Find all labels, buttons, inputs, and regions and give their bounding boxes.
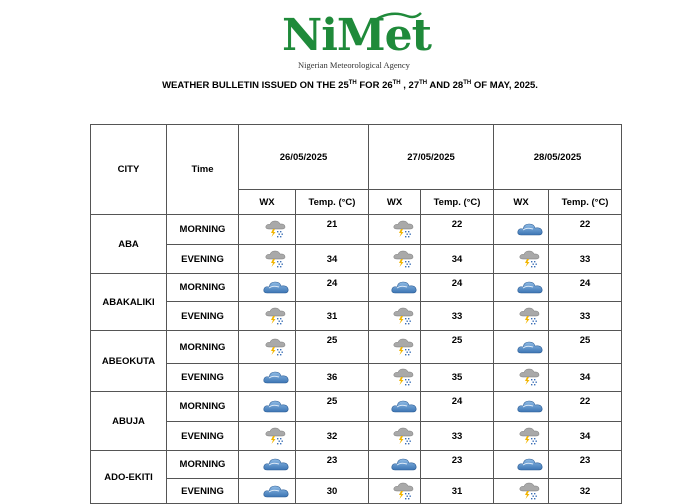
wx-cell: [494, 364, 549, 392]
thunder-rain-icon: [387, 368, 420, 389]
wx-cell: [369, 245, 421, 274]
cloudy-icon: [387, 279, 420, 298]
temp-value: 24: [549, 274, 622, 302]
cloudy-icon: [257, 398, 295, 417]
table-row: [91, 274, 622, 302]
wx-cell: [369, 422, 421, 451]
wx-header: WX: [239, 190, 296, 215]
cloudy-icon: [512, 456, 548, 475]
time-label: MORNING: [167, 392, 239, 422]
thunder-rain-icon: [512, 250, 548, 271]
thunder-rain-icon: [257, 338, 295, 359]
temp-value: 25: [549, 331, 622, 364]
table-row: [91, 331, 622, 364]
temp-value: 24: [421, 392, 494, 422]
time-label: EVENING: [167, 364, 239, 392]
wx-cell: [494, 451, 549, 479]
temp-value: 35: [421, 364, 494, 392]
temp-value: 36: [296, 364, 369, 392]
thunder-rain-icon: [512, 368, 548, 389]
wx-cell: [369, 302, 421, 331]
temp-value: 23: [549, 451, 622, 479]
logo-brand: NiMet: [282, 10, 431, 61]
temp-value: 21: [296, 215, 369, 245]
thunder-rain-icon: [387, 338, 420, 359]
wx-cell: [494, 245, 549, 274]
wx-cell: [239, 422, 296, 451]
nimet-logo: [275, 8, 435, 72]
temp-value: 33: [549, 302, 622, 331]
temp-value: 34: [549, 364, 622, 392]
forecast-table: [90, 124, 622, 504]
wx-cell: [239, 392, 296, 422]
wx-cell: [494, 392, 549, 422]
temp-value: 32: [296, 422, 369, 451]
cloudy-icon: [257, 279, 295, 298]
city-name: ABEOKUTA: [91, 331, 167, 392]
time-label: EVENING: [167, 245, 239, 274]
wx-cell: [369, 274, 421, 302]
table-row: [91, 302, 622, 331]
table-row: [91, 364, 622, 392]
temp-value: 25: [296, 392, 369, 422]
temp-value: 33: [421, 302, 494, 331]
time-label: MORNING: [167, 215, 239, 245]
thunder-rain-icon: [512, 427, 548, 448]
wx-cell: [494, 274, 549, 302]
temp-value: 31: [296, 302, 369, 331]
temp-value: 31: [421, 479, 494, 504]
wx-cell: [239, 451, 296, 479]
wx-cell: [239, 364, 296, 392]
date-header-1: 26/05/2025: [239, 125, 369, 190]
temp-value: 33: [549, 245, 622, 274]
city-name: ADO-EKITI: [91, 451, 167, 504]
table-row: [91, 392, 622, 422]
cloudy-icon: [512, 339, 548, 358]
wx-cell: [494, 422, 549, 451]
time-label: MORNING: [167, 274, 239, 302]
table-row: [91, 215, 622, 245]
temp-value: 24: [421, 274, 494, 302]
temp-value: 34: [296, 245, 369, 274]
time-label: MORNING: [167, 331, 239, 364]
logo-swoosh-icon: [373, 10, 423, 24]
logo-agency: Nigerian Meteorological Agency: [298, 60, 410, 70]
time-label: EVENING: [167, 422, 239, 451]
wx-cell: [369, 451, 421, 479]
time-label: MORNING: [167, 451, 239, 479]
wx-cell: [239, 215, 296, 245]
city-name: ABAKALIKI: [91, 274, 167, 331]
wx-cell: [239, 245, 296, 274]
thunder-rain-icon: [257, 307, 295, 328]
table-row: [91, 245, 622, 274]
cloudy-icon: [387, 456, 420, 475]
wx-cell: [239, 274, 296, 302]
cloudy-icon: [512, 398, 548, 417]
cloudy-icon: [257, 369, 295, 388]
table-row: [91, 451, 622, 479]
wx-cell: [239, 331, 296, 364]
temp-value: 23: [296, 451, 369, 479]
temp-value: 22: [421, 215, 494, 245]
thunder-rain-icon: [387, 220, 420, 241]
wx-header: WX: [494, 190, 549, 215]
date-header-3: 28/05/2025: [494, 125, 622, 190]
city-name: ABA: [91, 215, 167, 274]
time-label: EVENING: [167, 479, 239, 504]
wx-cell: [494, 302, 549, 331]
wx-header: WX: [369, 190, 421, 215]
wx-cell: [369, 331, 421, 364]
wx-cell: [239, 302, 296, 331]
cloudy-icon: [512, 221, 548, 240]
temp-value: 34: [421, 245, 494, 274]
temp-header: Temp. (°C): [296, 190, 369, 215]
wx-cell: [494, 331, 549, 364]
date-header-2: 27/05/2025: [369, 125, 494, 190]
temp-value: 24: [296, 274, 369, 302]
temp-value: 23: [421, 451, 494, 479]
bulletin-title: WEATHER BULLETIN ISSUED ON THE 25TH FOR 26TH , 27TH AND 28TH OF MAY, 2025.: [162, 80, 538, 92]
thunder-rain-icon: [387, 307, 420, 328]
thunder-rain-icon: [387, 427, 420, 448]
temp-value: 25: [421, 331, 494, 364]
cloudy-icon: [387, 398, 420, 417]
cloudy-icon: [512, 279, 548, 298]
time-header: Time: [167, 125, 239, 215]
city-header: CITY: [91, 125, 167, 215]
wx-cell: [369, 215, 421, 245]
thunder-rain-icon: [257, 250, 295, 271]
cloudy-icon: [257, 483, 295, 502]
thunder-rain-icon: [257, 220, 295, 241]
temp-value: 22: [549, 392, 622, 422]
forecast-body: [91, 215, 622, 504]
time-label: EVENING: [167, 302, 239, 331]
thunder-rain-icon: [512, 482, 548, 503]
city-name: ABUJA: [91, 392, 167, 451]
cloudy-icon: [257, 456, 295, 475]
temp-header: Temp. (°C): [549, 190, 622, 215]
temp-value: 25: [296, 331, 369, 364]
temp-header: Temp. (°C): [421, 190, 494, 215]
temp-value: 34: [549, 422, 622, 451]
thunder-rain-icon: [257, 427, 295, 448]
temp-value: 33: [421, 422, 494, 451]
wx-cell: [494, 215, 549, 245]
wx-cell: [369, 392, 421, 422]
wx-cell: [369, 364, 421, 392]
temp-value: 22: [549, 215, 622, 245]
temp-value: 32: [549, 479, 622, 504]
table-row: [91, 422, 622, 451]
thunder-rain-icon: [512, 307, 548, 328]
temp-value: 30: [296, 479, 369, 504]
thunder-rain-icon: [387, 482, 420, 503]
thunder-rain-icon: [387, 250, 420, 271]
